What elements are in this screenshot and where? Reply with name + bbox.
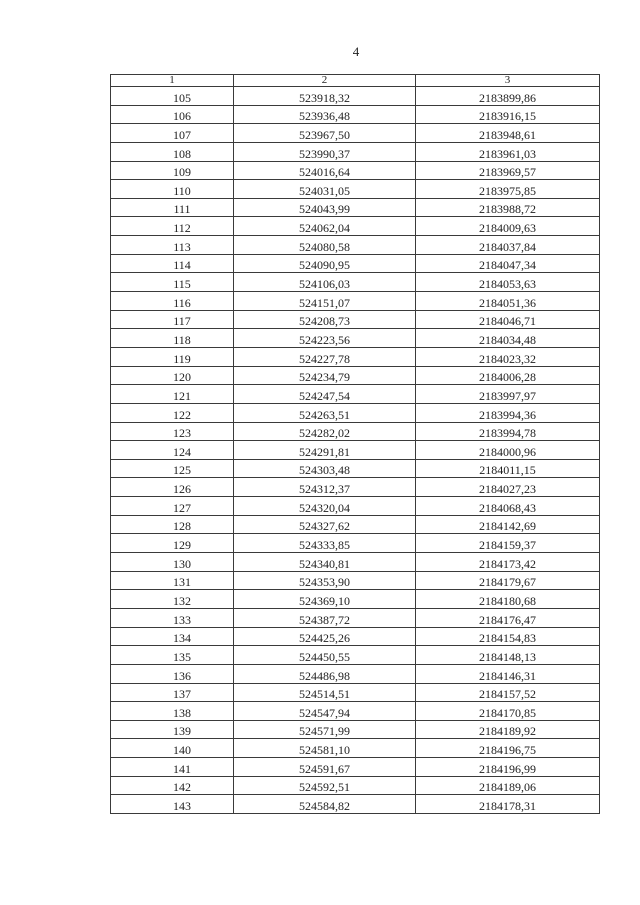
table-row <box>111 403 600 422</box>
x-coordinate-cell: 524043,99 <box>234 198 416 217</box>
x-coordinate-cell: 524234,79 <box>234 366 416 385</box>
x-coordinate-cell: 524581,10 <box>234 739 416 758</box>
table-row <box>111 553 600 572</box>
y-coordinate-cell: 2184176,47 <box>416 608 600 627</box>
point-number-cell: 138 <box>111 702 234 721</box>
x-coordinate-cell: 523936,48 <box>234 105 416 124</box>
x-coordinate-cell: 524282,02 <box>234 422 416 441</box>
point-number-cell: 129 <box>111 534 234 553</box>
point-number-cell: 108 <box>111 142 234 161</box>
x-coordinate-cell: 524591,67 <box>234 758 416 777</box>
point-number-cell: 142 <box>111 776 234 795</box>
table-row <box>111 180 600 199</box>
y-coordinate-cell: 2184179,67 <box>416 571 600 590</box>
point-number-cell: 105 <box>111 87 234 106</box>
point-number-cell: 113 <box>111 236 234 255</box>
y-coordinate-cell: 2184189,06 <box>416 776 600 795</box>
y-coordinate-cell: 2184027,23 <box>416 478 600 497</box>
x-coordinate-cell: 524425,26 <box>234 627 416 646</box>
table-row <box>111 422 600 441</box>
y-coordinate-cell: 2184180,68 <box>416 590 600 609</box>
table-row <box>111 683 600 702</box>
x-coordinate-cell: 524571,99 <box>234 720 416 739</box>
point-number-cell: 119 <box>111 347 234 366</box>
table-row <box>111 590 600 609</box>
point-number-cell: 135 <box>111 646 234 665</box>
y-coordinate-cell: 2184037,84 <box>416 236 600 255</box>
table-row <box>111 459 600 478</box>
x-coordinate-cell: 524031,05 <box>234 180 416 199</box>
x-coordinate-cell: 524340,81 <box>234 553 416 572</box>
y-coordinate-cell: 2184178,31 <box>416 795 600 814</box>
y-coordinate-cell: 2184009,63 <box>416 217 600 236</box>
y-coordinate-cell: 2184196,99 <box>416 758 600 777</box>
point-number-cell: 134 <box>111 627 234 646</box>
y-coordinate-cell: 2184023,32 <box>416 347 600 366</box>
point-number-cell: 131 <box>111 571 234 590</box>
page-number: 4 <box>352 44 360 59</box>
x-coordinate-cell: 524320,04 <box>234 497 416 516</box>
y-coordinate-cell: 2184047,34 <box>416 254 600 273</box>
x-coordinate-cell: 524247,54 <box>234 385 416 404</box>
x-coordinate-cell: 524486,98 <box>234 664 416 683</box>
table-row <box>111 329 600 348</box>
table-row <box>111 627 600 646</box>
x-coordinate-cell: 524547,94 <box>234 702 416 721</box>
table-row <box>111 758 600 777</box>
table-row <box>111 664 600 683</box>
point-number-cell: 107 <box>111 124 234 143</box>
point-number-cell: 132 <box>111 590 234 609</box>
table-row <box>111 571 600 590</box>
y-coordinate-cell: 2184000,96 <box>416 441 600 460</box>
y-coordinate-cell: 2183899,86 <box>416 87 600 106</box>
y-coordinate-cell: 2183948,61 <box>416 124 600 143</box>
table-header <box>111 75 600 87</box>
point-number-cell: 143 <box>111 795 234 814</box>
y-coordinate-cell: 2184011,15 <box>416 459 600 478</box>
table-row <box>111 217 600 236</box>
x-coordinate-cell: 524312,37 <box>234 478 416 497</box>
table-row <box>111 441 600 460</box>
table-row <box>111 720 600 739</box>
point-number-cell: 116 <box>111 292 234 311</box>
column-header-1: 1 <box>111 75 234 87</box>
table-row <box>111 385 600 404</box>
x-coordinate-cell: 524062,04 <box>234 217 416 236</box>
point-number-cell: 123 <box>111 422 234 441</box>
point-number-cell: 106 <box>111 105 234 124</box>
table-row <box>111 347 600 366</box>
x-coordinate-cell: 524333,85 <box>234 534 416 553</box>
point-number-cell: 114 <box>111 254 234 273</box>
x-coordinate-cell: 524016,64 <box>234 161 416 180</box>
x-coordinate-cell: 524327,62 <box>234 515 416 534</box>
table-row <box>111 254 600 273</box>
y-coordinate-cell: 2184154,83 <box>416 627 600 646</box>
x-coordinate-cell: 524080,58 <box>234 236 416 255</box>
table-row <box>111 105 600 124</box>
table-row <box>111 142 600 161</box>
point-number-cell: 112 <box>111 217 234 236</box>
x-coordinate-cell: 524592,51 <box>234 776 416 795</box>
table-row <box>111 702 600 721</box>
x-coordinate-cell: 524291,81 <box>234 441 416 460</box>
y-coordinate-cell: 2183994,36 <box>416 403 600 422</box>
x-coordinate-cell: 524303,48 <box>234 459 416 478</box>
coordinates-table <box>110 74 600 814</box>
y-coordinate-cell: 2183916,15 <box>416 105 600 124</box>
table-row <box>111 310 600 329</box>
x-coordinate-cell: 524090,95 <box>234 254 416 273</box>
y-coordinate-cell: 2183988,72 <box>416 198 600 217</box>
table-row <box>111 236 600 255</box>
x-coordinate-cell: 524514,51 <box>234 683 416 702</box>
y-coordinate-cell: 2183994,78 <box>416 422 600 441</box>
y-coordinate-cell: 2184189,92 <box>416 720 600 739</box>
point-number-cell: 122 <box>111 403 234 422</box>
y-coordinate-cell: 2184157,52 <box>416 683 600 702</box>
x-coordinate-cell: 524369,10 <box>234 590 416 609</box>
table-row <box>111 198 600 217</box>
point-number-cell: 139 <box>111 720 234 739</box>
point-number-cell: 115 <box>111 273 234 292</box>
point-number-cell: 136 <box>111 664 234 683</box>
x-coordinate-cell: 524208,73 <box>234 310 416 329</box>
table-row <box>111 366 600 385</box>
table-row <box>111 478 600 497</box>
point-number-cell: 120 <box>111 366 234 385</box>
point-number-cell: 124 <box>111 441 234 460</box>
point-number-cell: 117 <box>111 310 234 329</box>
x-coordinate-cell: 524227,78 <box>234 347 416 366</box>
point-number-cell: 128 <box>111 515 234 534</box>
table-row <box>111 87 600 106</box>
x-coordinate-cell: 524387,72 <box>234 608 416 627</box>
y-coordinate-cell: 2184051,36 <box>416 292 600 311</box>
y-coordinate-cell: 2184068,43 <box>416 497 600 516</box>
table-row <box>111 161 600 180</box>
column-header-3: 3 <box>416 75 600 87</box>
table-row <box>111 273 600 292</box>
x-coordinate-cell: 523918,32 <box>234 87 416 106</box>
table-body <box>111 87 600 814</box>
y-coordinate-cell: 2183969,57 <box>416 161 600 180</box>
point-number-cell: 118 <box>111 329 234 348</box>
x-coordinate-cell: 524223,56 <box>234 329 416 348</box>
x-coordinate-cell: 524584,82 <box>234 795 416 814</box>
y-coordinate-cell: 2184034,48 <box>416 329 600 348</box>
point-number-cell: 111 <box>111 198 234 217</box>
table-row <box>111 646 600 665</box>
y-coordinate-cell: 2184196,75 <box>416 739 600 758</box>
table-row <box>111 497 600 516</box>
table-row <box>111 608 600 627</box>
y-coordinate-cell: 2184142,69 <box>416 515 600 534</box>
point-number-cell: 125 <box>111 459 234 478</box>
y-coordinate-cell: 2183961,03 <box>416 142 600 161</box>
y-coordinate-cell: 2184148,13 <box>416 646 600 665</box>
y-coordinate-cell: 2183975,85 <box>416 180 600 199</box>
table-row <box>111 776 600 795</box>
point-number-cell: 141 <box>111 758 234 777</box>
x-coordinate-cell: 523967,50 <box>234 124 416 143</box>
y-coordinate-cell: 2184173,42 <box>416 553 600 572</box>
x-coordinate-cell: 524450,55 <box>234 646 416 665</box>
table-row <box>111 534 600 553</box>
y-coordinate-cell: 2183997,97 <box>416 385 600 404</box>
point-number-cell: 110 <box>111 180 234 199</box>
x-coordinate-cell: 524106,03 <box>234 273 416 292</box>
table-row <box>111 292 600 311</box>
point-number-cell: 133 <box>111 608 234 627</box>
column-header-2: 2 <box>234 75 416 87</box>
point-number-cell: 127 <box>111 497 234 516</box>
point-number-cell: 130 <box>111 553 234 572</box>
table-row <box>111 515 600 534</box>
y-coordinate-cell: 2184146,31 <box>416 664 600 683</box>
y-coordinate-cell: 2184046,71 <box>416 310 600 329</box>
x-coordinate-cell: 523990,37 <box>234 142 416 161</box>
y-coordinate-cell: 2184170,85 <box>416 702 600 721</box>
point-number-cell: 121 <box>111 385 234 404</box>
point-number-cell: 137 <box>111 683 234 702</box>
x-coordinate-cell: 524353,90 <box>234 571 416 590</box>
table-header-row <box>111 75 600 87</box>
point-number-cell: 126 <box>111 478 234 497</box>
table-row <box>111 124 600 143</box>
x-coordinate-cell: 524263,51 <box>234 403 416 422</box>
point-number-cell: 109 <box>111 161 234 180</box>
y-coordinate-cell: 2184159,37 <box>416 534 600 553</box>
y-coordinate-cell: 2184006,28 <box>416 366 600 385</box>
point-number-cell: 140 <box>111 739 234 758</box>
table-row <box>111 795 600 814</box>
y-coordinate-cell: 2184053,63 <box>416 273 600 292</box>
table-row <box>111 739 600 758</box>
x-coordinate-cell: 524151,07 <box>234 292 416 311</box>
